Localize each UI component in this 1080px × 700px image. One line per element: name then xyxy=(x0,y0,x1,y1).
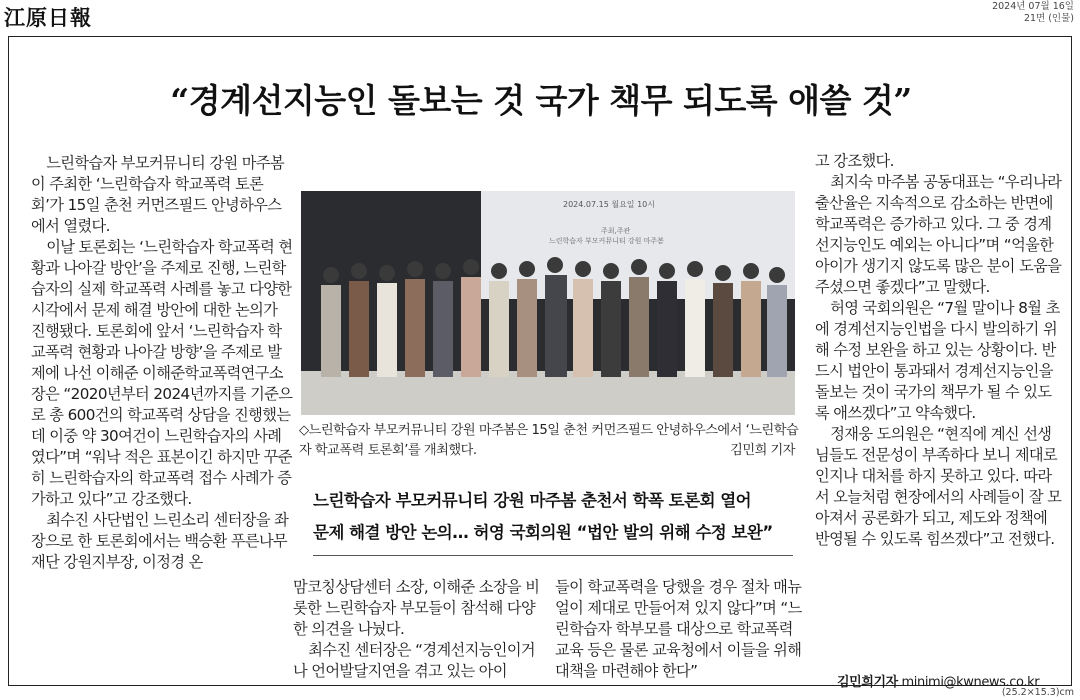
caption-text: ◇느린학습자 부모커뮤니티 강원 마주봄은 15일 춘천 커먼즈필드 안녕하우스에서 ‘느린학습자 학교폭력 토론회’를 개최했다. xyxy=(299,423,799,458)
photo-caption xyxy=(299,421,799,461)
newspaper-masthead: 江原日報 xyxy=(4,5,92,30)
event-photo xyxy=(301,191,795,415)
reporter-email: minimi@kwnews.co.kr xyxy=(901,675,1040,690)
article-column-3 xyxy=(555,577,805,682)
article-clipping xyxy=(8,36,1072,690)
paragraph: 느린학습자 부모커뮤니티 강원 마주봄이 주최한 ‘느린학습자 학교폭력 토론회’가 15일 춘천 커먼즈필드 안녕하우스에서 열렸다. xyxy=(31,154,285,235)
paragraph: 최수진 사단법인 느린소리 센터장을 좌장으로 한 토론회에서는 백승환 푸른나무재단 강원지부장, 이정경 온 xyxy=(31,511,289,571)
paragraph: 최지숙 마주봄 공동대표는 “우리나라 출산율은 지속적으로 감소하는 반면에 학교폭력은 증가하고 있다. 그 중 경계선지능인도 예외는 아니다”며 “억울한 아이가 생기지 않도록 많은 분이 도움을 주셨으면 좋겠다”고 말했다. xyxy=(815,173,1062,296)
reporter-name: 김민희기자 xyxy=(837,675,898,690)
subheadline-line-2: 문제 해결 방안 논의… 허영 국회의원 “법안 발의 위해 수정 보완” xyxy=(313,523,773,542)
paragraph: 고 강조했다. xyxy=(815,152,894,170)
screen-date: 2024.07.15 월요일 10시 xyxy=(563,200,655,209)
issue-page: 21면 (인물) xyxy=(1023,13,1074,24)
screen-title: 느린학습자 부모커뮤니티 강원 마주봄 xyxy=(549,237,664,245)
clipping-size: (25.2×15.3)cm xyxy=(1001,687,1074,698)
paragraph: 최수진 센터장은 “경계선지능인이거나 언어발달지연을 겪고 있는 아이 xyxy=(293,641,535,680)
photo-credit: 김민희 기자 xyxy=(730,443,795,458)
paragraph: 정재웅 도의원은 “현직에 계신 선생님들도 전문성이 부족하다 보니 제대로 인지나 대처를 하지 못하고 있다. 따라서 오늘처럼 현장에서의 사례들이 잘 모아져서 공론화가 되고, 제도와 정책에 반영될 수 있도록 힘쓰겠다”고 전했다. xyxy=(815,425,1062,548)
article-subheadline xyxy=(313,485,793,556)
paragraph: 맘코칭상담센터 소장, 이해준 소장을 비롯한 느린학습자 부모들이 참석해 다양한 의견을 나눴다. xyxy=(293,578,540,638)
screen-host: 주최,주관 xyxy=(601,227,631,235)
audience-group xyxy=(321,257,787,377)
article-column-2 xyxy=(293,577,541,682)
issue-meta xyxy=(992,1,1074,25)
paragraph: 허영 국회의원은 “7월 말이나 8월 초에 경계선지능인법을 다시 발의하기 위해 수정 보완을 하고 있는 상황이다. 반드시 법안이 통과돼서 경계선지능인을 돌보는 것이 국가의 책무가 될 수 있도록 애쓰겠다”고 약속했다. xyxy=(815,299,1060,422)
article-headline: “경계선지능인 돌보는 것 국가 책무 되도록 애쓸 것” xyxy=(170,81,912,120)
subheadline-line-1: 느린학습자 부모커뮤니티 강원 마주봄 춘천서 학폭 토론회 열어 xyxy=(313,491,752,510)
paragraph: 이날 토론회는 ‘느린학습자 학교폭력 현황과 나아갈 방안’을 주제로 진행, 느린학습자의 실제 학교폭력 사례를 놓고 다양한 시각에서 문제 해결 방안에 대한 논의가 진행됐다. 토론회에 앞서 ‘느린학습자 학교폭력 현황과 나아갈 방향’을 주제로 발제에 나선 이해준 이해준학교폭력연구소장은 “2020년부터 2024년까지를 기준으로 총 600건의 학교폭력 상담을 진행했는데 이중 약 30여건이 느린학습자의 사례였다”며 “워낙 적은 표본이긴 하지만 꾸준히 느린학습자의 학교폭력 접수 사례가 증가하고 있다”고 강조했다. xyxy=(31,238,293,508)
issue-date: 2024년 07월 16일 xyxy=(992,1,1074,12)
paragraph: 들이 학교폭력을 당했을 경우 절차 매뉴얼이 제대로 만들어져 있지 않다”며 “느린학습자 학부모를 대상으로 학교폭력 교육 등은 물론 교육청에서 이들을 위해 대책을 마련해야 한다” xyxy=(555,578,802,680)
group-photo-illustration xyxy=(301,191,795,415)
article-column-1 xyxy=(31,153,293,573)
article-column-4 xyxy=(815,151,1063,550)
subheadline-divider xyxy=(313,555,793,556)
